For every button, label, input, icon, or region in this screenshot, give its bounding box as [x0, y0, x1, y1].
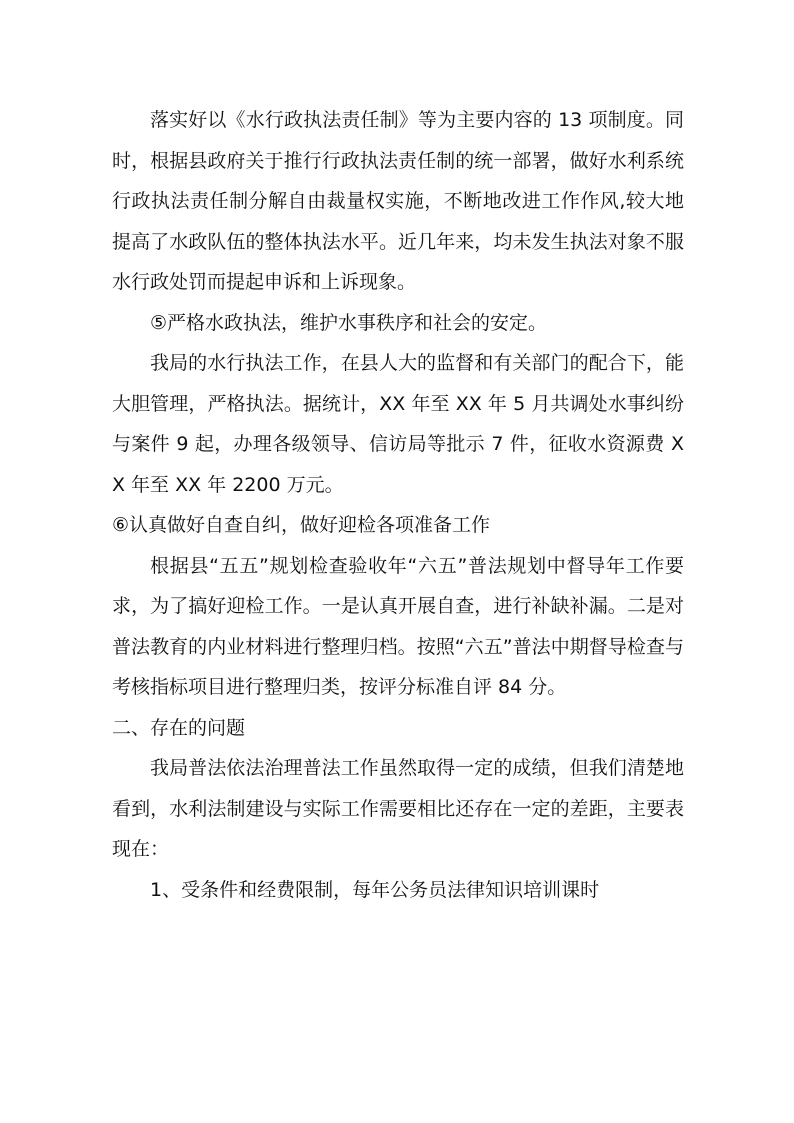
- paragraph-heading-strict-enforcement: ⑤严格水政执法，维护水事秩序和社会的安定。: [150, 311, 548, 334]
- section-heading-existing-problems: 二、存在的问题: [112, 716, 246, 739]
- paragraph-problems-intro: 我局普法依法治理普法工作虽然取得一定的成绩，但我们清楚地看到，水利法制建设与实际工作需要相比还存在一定的差距，主要表现在：: [112, 757, 684, 860]
- paragraph-responsibility-system: 落实好以《水行政执法责任制》等为主要内容的 13 项制度。同时，根据县政府关于推行行政执法责任制的统一部署，做好水利系统行政执法责任制分解自由裁量权实施，不断地改进工作作风,较大地提高了水政队伍的整体执法水平。近几年来，均未发生执法对象不服水行政处罚而提起申诉和上诉现象。: [112, 109, 684, 293]
- paragraph-enforcement-statistics: 我局的水行执法工作，在县人大的监督和有关部门的配合下，能大胆管理，严格执法。据统计，XX 年至 XX 年 5 月共调处水事纠纷与案件 9 起，办理各级领导、信访局等批示 7 件，征收水资源费 XX 年至 XX 年 2200 万元。: [112, 352, 684, 496]
- paragraph-inspection-preparation: 根据县“五五”规划检查验收年“六五”普法规划中督导年工作要求，为了搞好迎检工作。一是认真开展自查，进行补缺补漏。二是对普法教育的内业材料进行整理归档。按照“六五”普法中期督导检查与考核指标项目进行整理归类，按评分标准自评 84 分。: [112, 554, 684, 698]
- paragraph-problem-item-1: 1、受条件和经费限制，每年公务员法律知识培训课时: [150, 878, 600, 901]
- paragraph-heading-self-inspection: ⑥认真做好自查自纠，做好迎检各项准备工作: [112, 514, 491, 536]
- document-body: [112, 100, 684, 910]
